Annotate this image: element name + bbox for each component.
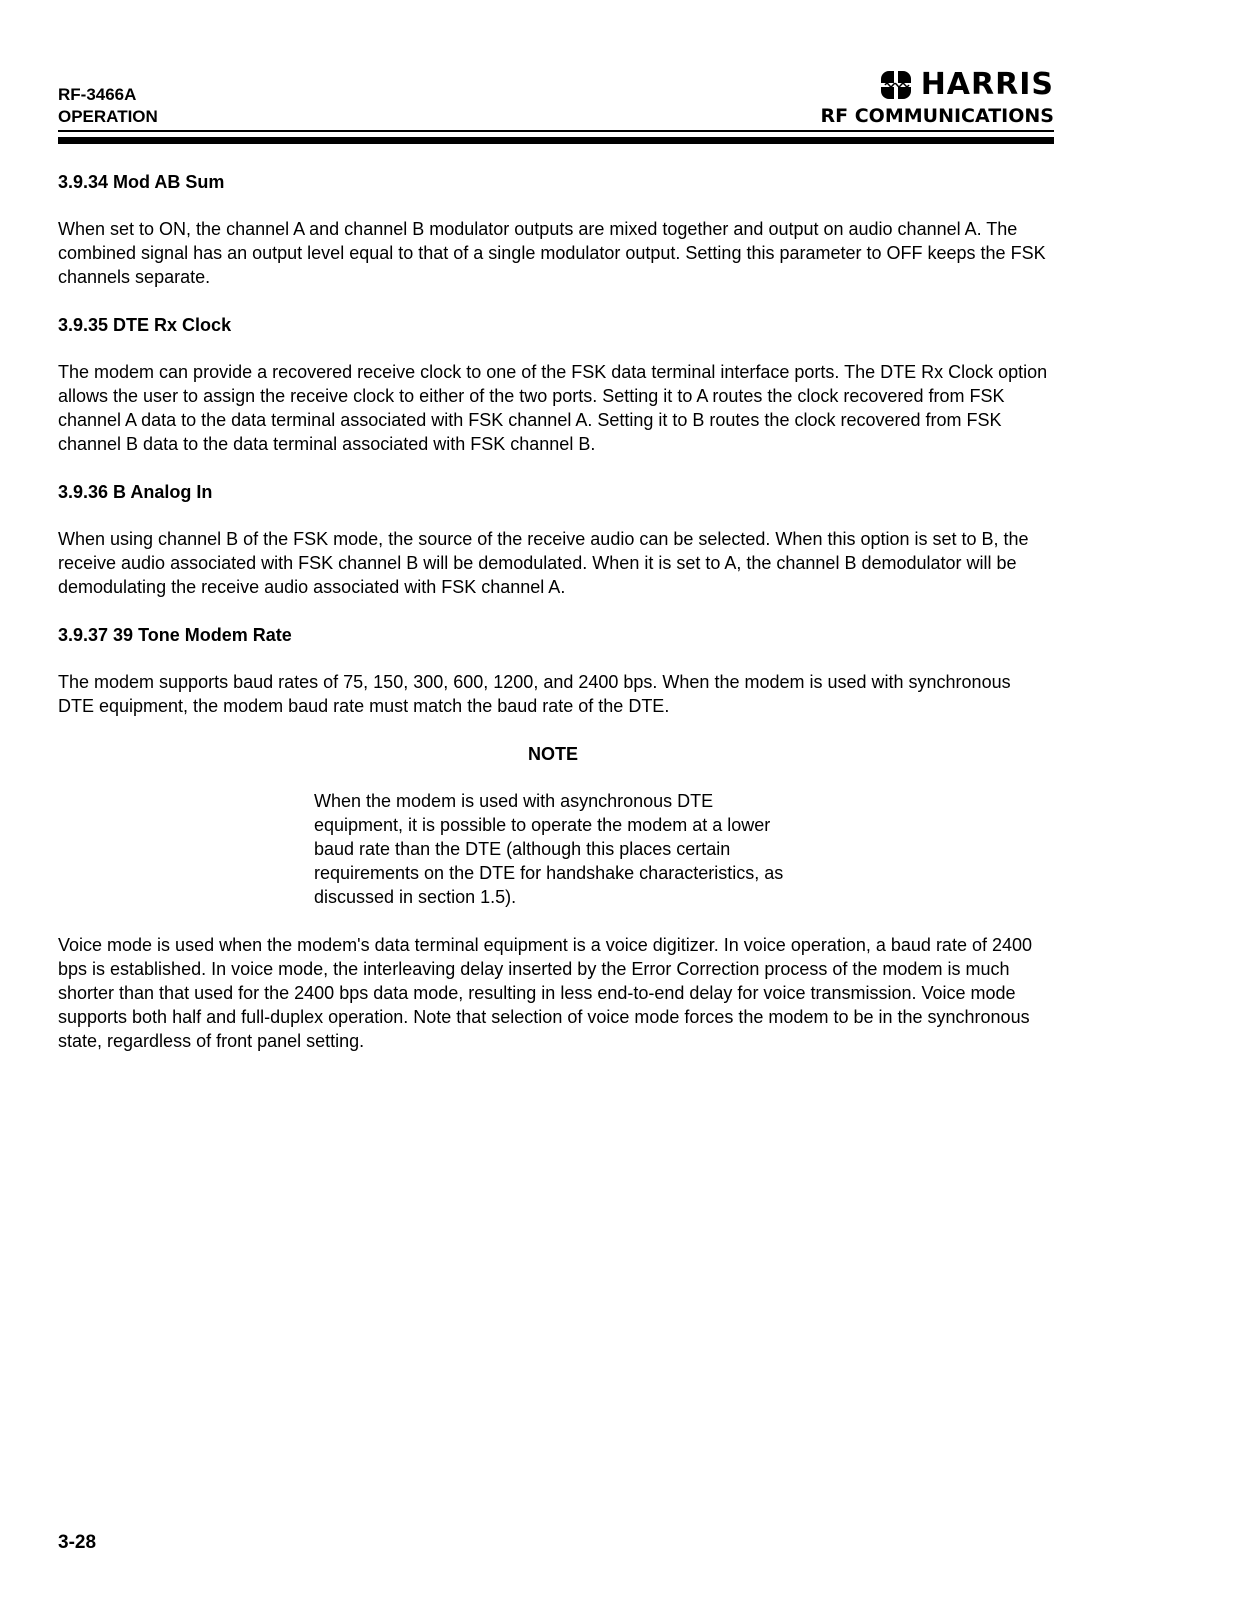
note-title: NOTE — [527, 744, 578, 764]
header-rule-thick — [58, 137, 1054, 144]
document-id: RF-3466A — [58, 85, 137, 104]
header-rule-thin — [58, 130, 1054, 132]
section-paragraph: When using channel B of the FSK mode, the source of the receive audio can be selected. When this option is set to B, the receive audio associated with FSK channel B will be demodulated. When it is set to A, the channel B demodulator will be demodulating the receive audio associated with FSK channel A. — [58, 529, 1029, 597]
note-text: When the modem is used with asynchronous DTE equipment, it is possible to operate the modem at a lower baud rate than the DTE (although this places certain requirements on the DTE for handshake characteristics, as discussed in section 1.5). — [314, 791, 784, 907]
section-heading: 3.9.36 B Analog In — [58, 482, 213, 502]
brand-name: HARRIS — [920, 67, 1054, 102]
section-heading: 3.9.37 39 Tone Modem Rate — [58, 625, 292, 645]
harris-logo-icon — [879, 69, 913, 101]
section-paragraph: When set to ON, the channel A and channel B modulator outputs are mixed together and output on audio channel A. The combined signal has an output level equal to that of a single modulator output. Setting this parameter to OFF keeps the FSK channels separate. — [58, 219, 1046, 287]
page-content — [58, 170, 1048, 1077]
page-number: 3-28 — [58, 1532, 97, 1553]
section-paragraph: The modem supports baud rates of 75, 150, 300, 600, 1200, and 2400 bps. When the modem is used with synchronous DTE equipment, the modem baud rate must match the baud rate of the DTE. — [58, 672, 1011, 716]
document-section: OPERATION — [58, 107, 158, 126]
brand-subtitle: RF COMMUNICATIONS — [820, 105, 1054, 127]
brand-block — [821, 68, 1054, 128]
section-paragraph: The modem can provide a recovered receive clock to one of the FSK data terminal interface ports. The DTE Rx Clock option allows the user to assign the receive clock to either of the two ports. Setting it to A routes the clock recovered from FSK channel A data to the data terminal associated with FSK channel A. Setting it to B routes the clock recovered from FSK channel B data to the data terminal associated with FSK channel B. — [58, 362, 1048, 454]
section-heading: 3.9.34 Mod AB Sum — [58, 172, 225, 192]
page-header — [58, 68, 1054, 148]
closing-paragraph: Voice mode is used when the modem's data terminal equipment is a voice digitizer. In voice operation, a baud rate of 2400 bps is established. In voice mode, the interleaving delay inserted by the Error Correction process of the modem is much shorter than that used for the 2400 bps data mode, resulting in less end-to-end delay for voice transmission. Voice mode supports both half and full-duplex operation. Note that selection of voice mode forces the modem to be in the synchronous state, regardless of front panel setting. — [58, 935, 1033, 1051]
section-heading: 3.9.35 DTE Rx Clock — [58, 315, 232, 335]
